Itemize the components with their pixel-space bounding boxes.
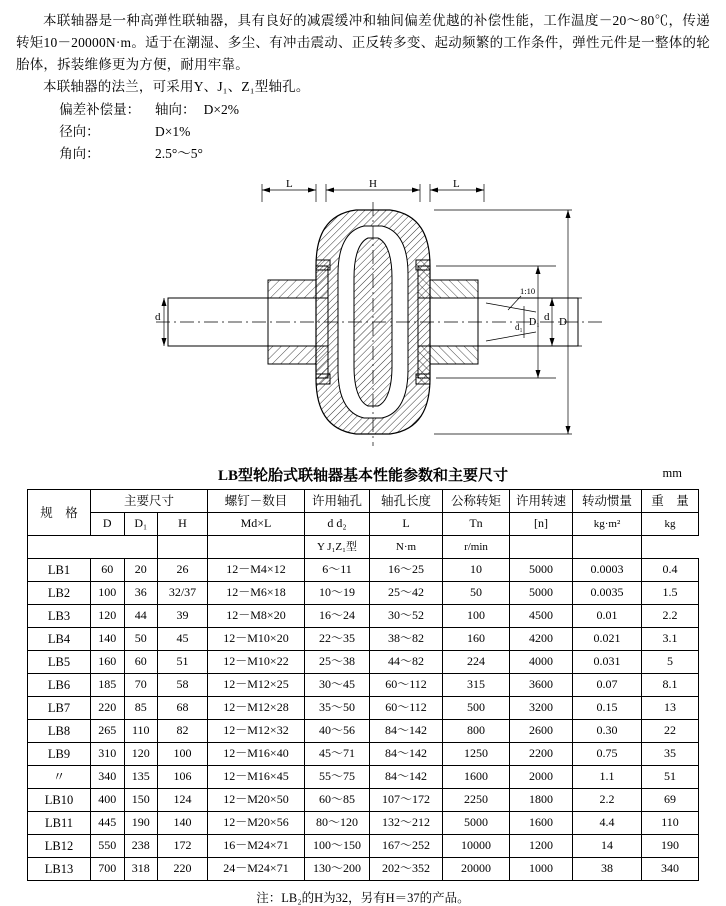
header-speed: 许用转速 [510, 490, 573, 513]
cell-torque: 1600 [443, 766, 510, 789]
cell-weight: 35 [642, 743, 699, 766]
cell-D: 140 [91, 628, 125, 651]
compensation-row [16, 121, 710, 143]
cell-weight: 340 [642, 858, 699, 881]
cell-D: 120 [91, 605, 125, 628]
cell-D: 265 [91, 720, 125, 743]
cell-speed: 4200 [510, 628, 573, 651]
cell-weight: 51 [642, 766, 699, 789]
table-note: 注：LB₂的H为32，另有H＝37的产品。 [256, 891, 470, 906]
cell-inertia: 0.15 [573, 697, 642, 720]
cell-D1: 70 [124, 674, 158, 697]
cell-screw: 12－M10×22 [208, 651, 305, 674]
header-torque-unit: N·m [370, 536, 443, 559]
cell-spec: LB5 [28, 651, 91, 674]
header-D: D [91, 513, 125, 536]
cell-spec: LB8 [28, 720, 91, 743]
figure-label-D1: D₁ [529, 317, 540, 329]
cell-bore: 35～50 [305, 697, 370, 720]
header-bore-length: 轴孔长度 [370, 490, 443, 513]
cell-weight: 0.4 [642, 559, 699, 582]
cell-H: 220 [158, 858, 208, 881]
table-unit: mm [662, 466, 682, 481]
cell-speed: 1800 [510, 789, 573, 812]
coupling-cross-section-figure [16, 170, 726, 460]
header-torque-sym: Tn [443, 513, 510, 536]
cell-torque: 10000 [443, 835, 510, 858]
cell-D1: 110 [124, 720, 158, 743]
table-row [28, 651, 699, 674]
cell-bore: 6～11 [305, 559, 370, 582]
table-row [28, 674, 699, 697]
cell-inertia: 0.031 [573, 651, 642, 674]
cell-weight: 13 [642, 697, 699, 720]
cell-len: 44～82 [370, 651, 443, 674]
cell-D1: 44 [124, 605, 158, 628]
cell-speed: 3600 [510, 674, 573, 697]
header-bore: 许用轴孔 [305, 490, 370, 513]
cell-bore: 60～85 [305, 789, 370, 812]
cell-screw: 12－M12×28 [208, 697, 305, 720]
cell-spec: LB3 [28, 605, 91, 628]
cell-screw: 12－M20×56 [208, 812, 305, 835]
cell-D: 160 [91, 651, 125, 674]
table-row [28, 858, 699, 881]
header-speed-sym: [n] [510, 513, 573, 536]
cell-len: 167～252 [370, 835, 443, 858]
cell-spec: LB6 [28, 674, 91, 697]
header-screw-sub: Md×L [208, 513, 305, 536]
cell-inertia: 0.01 [573, 605, 642, 628]
cell-weight: 110 [642, 812, 699, 835]
cell-D: 445 [91, 812, 125, 835]
cell-D1: 150 [124, 789, 158, 812]
cell-D1: 238 [124, 835, 158, 858]
cell-H: 106 [158, 766, 208, 789]
header-spec: 规 格 [28, 490, 91, 536]
header-torque: 公称转矩 [443, 490, 510, 513]
cell-len: 202～352 [370, 858, 443, 881]
cell-len: 60～112 [370, 674, 443, 697]
cell-D: 400 [91, 789, 125, 812]
table-body [28, 559, 699, 881]
cell-D1: 190 [124, 812, 158, 835]
cell-bore: 55～75 [305, 766, 370, 789]
figure-label-taper: 1:10 [520, 286, 536, 297]
table-row [28, 720, 699, 743]
table-row [28, 605, 699, 628]
cell-spec: LB11 [28, 812, 91, 835]
cell-len: 16～25 [370, 559, 443, 582]
figure-label-L-right: L [453, 178, 460, 191]
compensation-value-0: D×2% [203, 102, 239, 118]
compensation-label-1: 径向： [59, 124, 100, 140]
cell-torque: 500 [443, 697, 510, 720]
cell-screw: 12－M20×50 [208, 789, 305, 812]
cell-torque: 20000 [443, 858, 510, 881]
cell-spec: LB7 [28, 697, 91, 720]
cell-screw: 16－M24×71 [208, 835, 305, 858]
compensation-label-2: 角向： [59, 145, 100, 161]
cell-bore: 30～45 [305, 674, 370, 697]
cell-weight: 3.1 [642, 628, 699, 651]
cell-speed: 2000 [510, 766, 573, 789]
compensation-list [16, 99, 710, 164]
cell-screw: 24－M24×71 [208, 858, 305, 881]
cell-speed: 4000 [510, 651, 573, 674]
cell-torque: 100 [443, 605, 510, 628]
compensation-row [16, 143, 710, 165]
cell-speed: 1600 [510, 812, 573, 835]
table-title: LB型轮胎式联轴器基本性能参数和主要尺寸 [217, 468, 508, 485]
cell-H: 140 [158, 812, 208, 835]
header-main-dims: 主要尺寸 [91, 490, 208, 513]
cell-len: 84～142 [370, 766, 443, 789]
cell-inertia: 0.75 [573, 743, 642, 766]
cell-len: 60～112 [370, 697, 443, 720]
cell-bore: 80～120 [305, 812, 370, 835]
cell-torque: 1250 [443, 743, 510, 766]
cell-torque: 5000 [443, 812, 510, 835]
cell-H: 82 [158, 720, 208, 743]
cell-bore: 10～19 [305, 582, 370, 605]
header-D1: D₁ [124, 513, 158, 536]
cell-H: 124 [158, 789, 208, 812]
compensation-label-0: 轴向： [155, 102, 196, 118]
cell-len: 107～172 [370, 789, 443, 812]
cell-inertia: 14 [573, 835, 642, 858]
table-row [28, 559, 699, 582]
cell-D1: 135 [124, 766, 158, 789]
cell-speed: 4500 [510, 605, 573, 628]
cell-speed: 1000 [510, 858, 573, 881]
cell-bore: 25～38 [305, 651, 370, 674]
cell-D1: 20 [124, 559, 158, 582]
cell-spec: LB12 [28, 835, 91, 858]
cell-H: 172 [158, 835, 208, 858]
cell-screw: 12－M12×25 [208, 674, 305, 697]
table-header-row-1 [28, 490, 699, 513]
cell-weight: 1.5 [642, 582, 699, 605]
cell-D: 700 [91, 858, 125, 881]
table-title-row [16, 464, 710, 485]
cell-D1: 120 [124, 743, 158, 766]
cell-spec: LB1 [28, 559, 91, 582]
cell-weight: 69 [642, 789, 699, 812]
cell-D: 60 [91, 559, 125, 582]
cell-spec: 〃 [28, 766, 91, 789]
table-row [28, 697, 699, 720]
header-weight-unit: kg [642, 513, 699, 536]
cell-speed: 2200 [510, 743, 573, 766]
figure-label-d1: d₁ [515, 322, 523, 333]
figure-label-D: D [559, 316, 567, 329]
cell-H: 39 [158, 605, 208, 628]
header-screw: 螺钉－数目 [208, 490, 305, 513]
cell-H: 51 [158, 651, 208, 674]
figure-label-d-left: d [155, 311, 161, 324]
cell-len: 30～52 [370, 605, 443, 628]
cell-weight: 190 [642, 835, 699, 858]
cell-D1: 85 [124, 697, 158, 720]
figure-label-H: H [369, 178, 377, 191]
cell-H: 45 [158, 628, 208, 651]
cell-weight: 22 [642, 720, 699, 743]
cell-weight: 8.1 [642, 674, 699, 697]
cell-bore: 16～24 [305, 605, 370, 628]
cell-H: 100 [158, 743, 208, 766]
cell-D: 100 [91, 582, 125, 605]
cell-screw: 12－M6×18 [208, 582, 305, 605]
specification-table [27, 489, 699, 881]
compensation-value-2: 2.5°～5° [155, 145, 203, 161]
table-row [28, 766, 699, 789]
cell-spec: LB4 [28, 628, 91, 651]
table-row [28, 743, 699, 766]
cell-screw: 12－M12×32 [208, 720, 305, 743]
cell-D: 310 [91, 743, 125, 766]
table-header-row-4 [28, 536, 699, 559]
cell-weight: 5 [642, 651, 699, 674]
cell-torque: 315 [443, 674, 510, 697]
table-row [28, 628, 699, 651]
header-bore-length-sym: L [370, 513, 443, 536]
table-row [28, 812, 699, 835]
cell-len: 84～142 [370, 743, 443, 766]
table-row [28, 582, 699, 605]
cell-H: 58 [158, 674, 208, 697]
compensation-heading: 偏差补偿量： [59, 102, 141, 118]
cell-len: 132～212 [370, 812, 443, 835]
cell-len: 84～142 [370, 720, 443, 743]
cell-inertia: 0.0003 [573, 559, 642, 582]
compensation-value-1: D×1% [155, 124, 191, 140]
cell-bore: 130～200 [305, 858, 370, 881]
cell-D1: 318 [124, 858, 158, 881]
cell-D1: 50 [124, 628, 158, 651]
header-bore-length-sub: Y J₁Z₁型 [305, 536, 370, 559]
cell-spec: LB10 [28, 789, 91, 812]
cell-screw: 12－M10×20 [208, 628, 305, 651]
cell-H: 32/37 [158, 582, 208, 605]
cell-screw: 12－M8×20 [208, 605, 305, 628]
header-inertia-unit: kg·m² [573, 513, 642, 536]
cell-bore: 45～71 [305, 743, 370, 766]
coupling-drawing [16, 170, 726, 460]
cell-screw: 12－M4×12 [208, 559, 305, 582]
cell-H: 26 [158, 559, 208, 582]
cell-inertia: 1.1 [573, 766, 642, 789]
cell-torque: 800 [443, 720, 510, 743]
table-row [28, 835, 699, 858]
compensation-row [16, 99, 710, 121]
cell-screw: 12－M16×45 [208, 766, 305, 789]
cell-spec: LB9 [28, 743, 91, 766]
cell-inertia: 38 [573, 858, 642, 881]
cell-inertia: 4.4 [573, 812, 642, 835]
header-weight: 重 量 [642, 490, 699, 513]
header-bore-sub: d d₂ [305, 513, 370, 536]
cell-weight: 2.2 [642, 605, 699, 628]
header-inertia: 转动惯量 [573, 490, 642, 513]
cell-spec: LB13 [28, 858, 91, 881]
cell-inertia: 0.0035 [573, 582, 642, 605]
figure-label-d-right: d [544, 311, 550, 324]
cell-inertia: 0.021 [573, 628, 642, 651]
figure-label-L-left: L [286, 178, 293, 191]
cell-torque: 50 [443, 582, 510, 605]
cell-speed: 5000 [510, 559, 573, 582]
cell-inertia: 0.30 [573, 720, 642, 743]
cell-speed: 2600 [510, 720, 573, 743]
cell-D: 550 [91, 835, 125, 858]
cell-speed: 1200 [510, 835, 573, 858]
cell-torque: 2250 [443, 789, 510, 812]
cell-bore: 22～35 [305, 628, 370, 651]
cell-D: 220 [91, 697, 125, 720]
table-row [28, 789, 699, 812]
cell-D: 340 [91, 766, 125, 789]
header-speed-unit: r/min [443, 536, 510, 559]
cell-torque: 10 [443, 559, 510, 582]
cell-spec: LB2 [28, 582, 91, 605]
cell-speed: 5000 [510, 582, 573, 605]
cell-bore: 100～150 [305, 835, 370, 858]
cell-D1: 36 [124, 582, 158, 605]
cell-D1: 60 [124, 651, 158, 674]
cell-screw: 12－M16×40 [208, 743, 305, 766]
cell-bore: 40～56 [305, 720, 370, 743]
cell-torque: 160 [443, 628, 510, 651]
cell-inertia: 0.07 [573, 674, 642, 697]
cell-speed: 3200 [510, 697, 573, 720]
header-H: H [158, 513, 208, 536]
intro-paragraph-1: 本联轴器是一种高弹性联轴器，具有良好的减震缓冲和轴间偏差优越的补偿性能，工作温度－20～80℃，传递转矩10－20000N·m。适于在潮湿、多尘、有冲击震动、正反转多变、起动频繁的工作条件，弹性元件是一整体的轮胎体，拆装维修更为方便，耐用牢靠。 [16, 13, 710, 72]
cell-len: 38～82 [370, 628, 443, 651]
cell-len: 25～42 [370, 582, 443, 605]
cell-D: 185 [91, 674, 125, 697]
cell-torque: 224 [443, 651, 510, 674]
cell-inertia: 2.2 [573, 789, 642, 812]
cell-H: 68 [158, 697, 208, 720]
intro-paragraph-2: 本联轴器的法兰，可采用Y、J₁、Z₁型轴孔。 [43, 78, 310, 94]
